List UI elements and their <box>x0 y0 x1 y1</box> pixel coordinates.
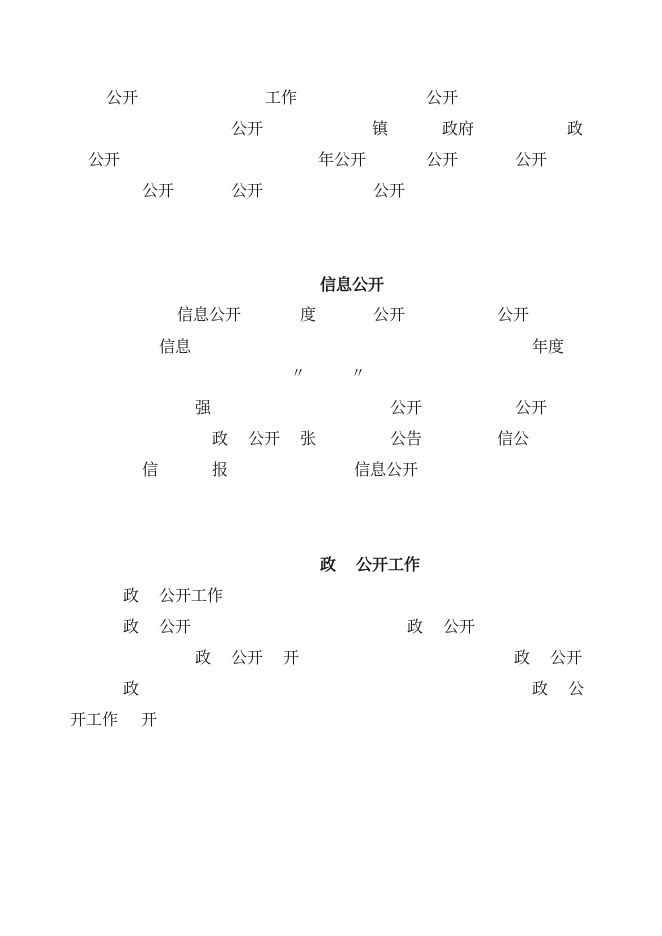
text-fragment: 政 <box>123 617 140 636</box>
text-fragment: 公开 <box>443 617 476 636</box>
text-fragment: 公开 <box>515 150 548 169</box>
text-fragment: 公开 <box>231 181 264 200</box>
text-fragment: 政 <box>212 429 229 448</box>
text-fragment: 公开 <box>248 429 281 448</box>
text-fragment: 工作 <box>265 88 298 107</box>
text-fragment: 镇 <box>372 119 389 138</box>
text-fragment: 政 <box>123 679 140 698</box>
section-heading-part: 政 <box>320 555 337 574</box>
text-fragment: 公开 <box>159 617 192 636</box>
text-fragment: 政 <box>195 648 212 667</box>
text-fragment: 公开 <box>550 648 583 667</box>
text-fragment: 政府 <box>442 119 475 138</box>
text-fragment: 公开 <box>497 305 530 324</box>
text-fragment: 政 <box>514 648 531 667</box>
section-heading: 信息公开 <box>320 275 385 294</box>
text-fragment: 政 <box>407 617 424 636</box>
text-fragment: 信 <box>142 460 159 479</box>
text-fragment: 公开 <box>426 88 459 107</box>
text-fragment: 公开 <box>231 648 264 667</box>
text-fragment: 政 <box>532 679 549 698</box>
text-fragment: 公 <box>568 679 585 698</box>
text-fragment: 公开 <box>515 398 548 417</box>
text-fragment: 张 <box>300 429 317 448</box>
text-fragment: 公开 <box>106 88 139 107</box>
quote-mark: 〃 <box>291 366 305 382</box>
text-fragment: 信公 <box>497 429 530 448</box>
text-fragment: 信息公开 <box>177 305 242 324</box>
text-fragment: 公开 <box>373 181 406 200</box>
text-fragment: 公开 <box>390 398 423 417</box>
quote-mark: 〃 <box>351 366 365 382</box>
text-fragment: 公开 <box>88 150 121 169</box>
text-fragment: 度 <box>300 305 317 324</box>
text-fragment: 信息公开 <box>354 460 419 479</box>
text-fragment: 年公开 <box>318 150 367 169</box>
text-fragment: 开 <box>141 710 158 729</box>
text-fragment: 强 <box>195 398 212 417</box>
text-fragment: 公告 <box>390 429 423 448</box>
text-fragment: 年度 <box>532 337 565 356</box>
section-heading-part: 公开工作 <box>356 555 421 574</box>
text-fragment: 公开 <box>373 305 406 324</box>
text-fragment: 信息 <box>159 337 192 356</box>
text-fragment: 报 <box>212 460 229 479</box>
text-fragment: 开 <box>283 648 300 667</box>
text-fragment: 公开工作 <box>159 586 224 605</box>
text-fragment: 公开 <box>426 150 459 169</box>
text-fragment: 公开 <box>231 119 264 138</box>
text-fragment: 开工作 <box>70 710 119 729</box>
text-fragment: 政 <box>567 119 584 138</box>
text-fragment: 公开 <box>142 181 175 200</box>
text-fragment: 政 <box>123 586 140 605</box>
